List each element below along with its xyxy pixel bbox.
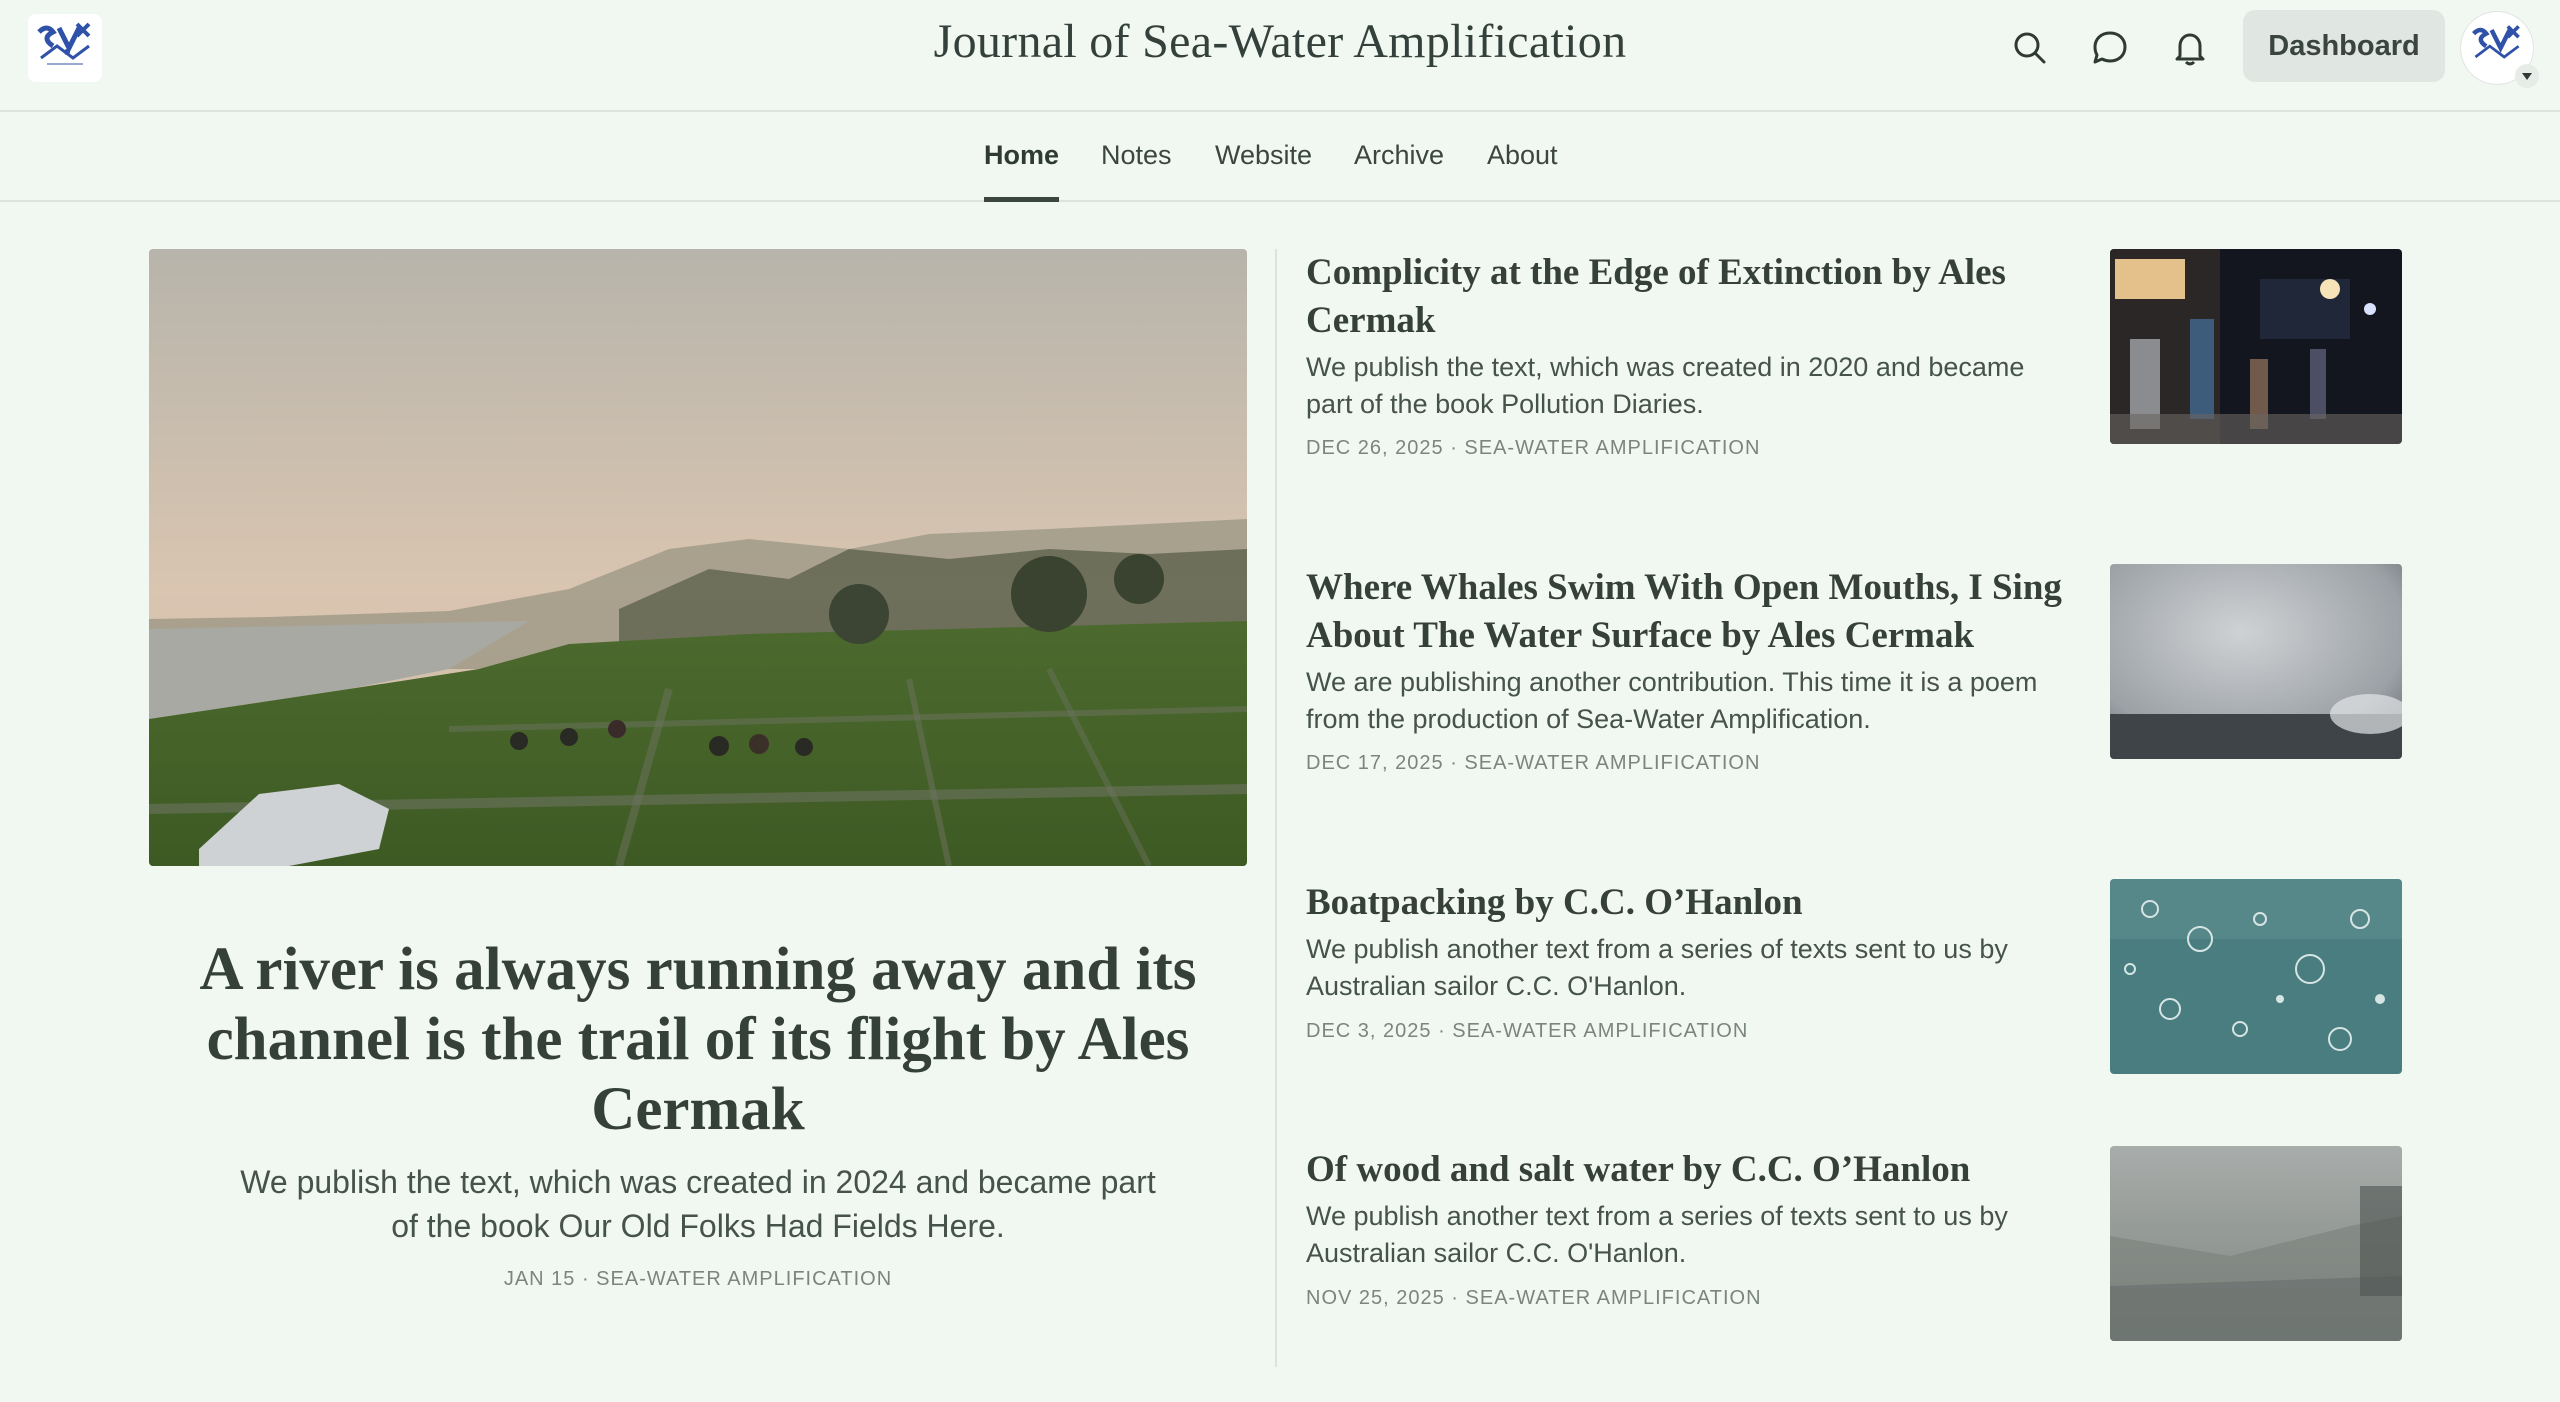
post-subtitle: We publish the text, which was created in 2020 and became part of the book Pollution Diaries.	[1306, 352, 2025, 419]
site-title[interactable]: Journal of Sea-Water Amplification	[933, 15, 1627, 68]
post-title[interactable]: Boatpacking by C.C. O’Hanlon	[1306, 882, 1803, 923]
post-subtitle: We publish another text from a series of texts sent to us by Australian sailor C.C. O'Hanlon.	[1306, 1201, 2008, 1268]
post-title[interactable]: Where Whales Swim With Open Mouths, I Sing About The Water Surface by Ales Cermak	[1306, 567, 2062, 656]
post-thumbnail[interactable]	[2110, 249, 2402, 444]
tab-archive[interactable]: Archive	[1354, 140, 1445, 170]
top-header	[0, 0, 2560, 112]
search-icon[interactable]	[2004, 22, 2056, 74]
chevron-down-icon[interactable]	[2515, 64, 2539, 88]
tab-home[interactable]: Home	[984, 140, 1059, 202]
post-meta: NOV 25, 2025 · SEA-WATER AMPLIFICATION	[1306, 1287, 1762, 1309]
post-title[interactable]: Of wood and salt water by C.C. O’Hanlon	[1306, 1149, 1971, 1190]
post-subtitle: We are publishing another contribution. This time it is a poem from the production of Sea-Water Amplification.	[1306, 667, 2038, 734]
post-title[interactable]: Complicity at the Edge of Extinction by Ales Cermak	[1306, 252, 2006, 341]
tab-notes[interactable]: Notes	[1101, 140, 1172, 170]
hero-post-image[interactable]	[149, 249, 1247, 866]
post-thumbnail[interactable]	[2110, 879, 2402, 1074]
dashboard-button[interactable]: Dashboard	[2243, 10, 2445, 82]
chat-icon[interactable]	[2084, 22, 2136, 74]
hero-post-subtitle: We publish the text, which was created in 2024 and became part of the book Our Old Folks Had Fields Here.	[240, 1164, 1156, 1244]
user-avatar[interactable]	[2461, 12, 2533, 84]
post-thumbnail[interactable]	[2110, 1146, 2402, 1341]
tab-about[interactable]: About	[1487, 140, 1558, 170]
tab-website[interactable]: Website	[1215, 140, 1313, 170]
post-meta: DEC 26, 2025 · SEA-WATER AMPLIFICATION	[1306, 437, 1761, 459]
post-meta: DEC 17, 2025 · SEA-WATER AMPLIFICATION	[1306, 752, 1761, 774]
post-item	[1306, 249, 2404, 459]
hero-post-title[interactable]: A river is always running away and its channel is the trail of its flight by Ales Cermak	[199, 936, 1197, 1143]
post-thumbnail[interactable]	[2110, 564, 2402, 759]
column-divider	[1275, 249, 1277, 1367]
post-item	[1306, 564, 2404, 774]
hero-post-meta: JAN 15 · SEA-WATER AMPLIFICATION	[503, 1268, 893, 1290]
post-item	[1306, 879, 2404, 1079]
main-nav	[0, 112, 2560, 202]
post-subtitle: We publish another text from a series of texts sent to us by Australian sailor C.C. O'Hanlon.	[1306, 934, 2008, 1001]
post-item	[1306, 1146, 2404, 1346]
post-meta: DEC 3, 2025 · SEA-WATER AMPLIFICATION	[1306, 1020, 1749, 1042]
notification-bell-icon[interactable]	[2164, 22, 2216, 74]
